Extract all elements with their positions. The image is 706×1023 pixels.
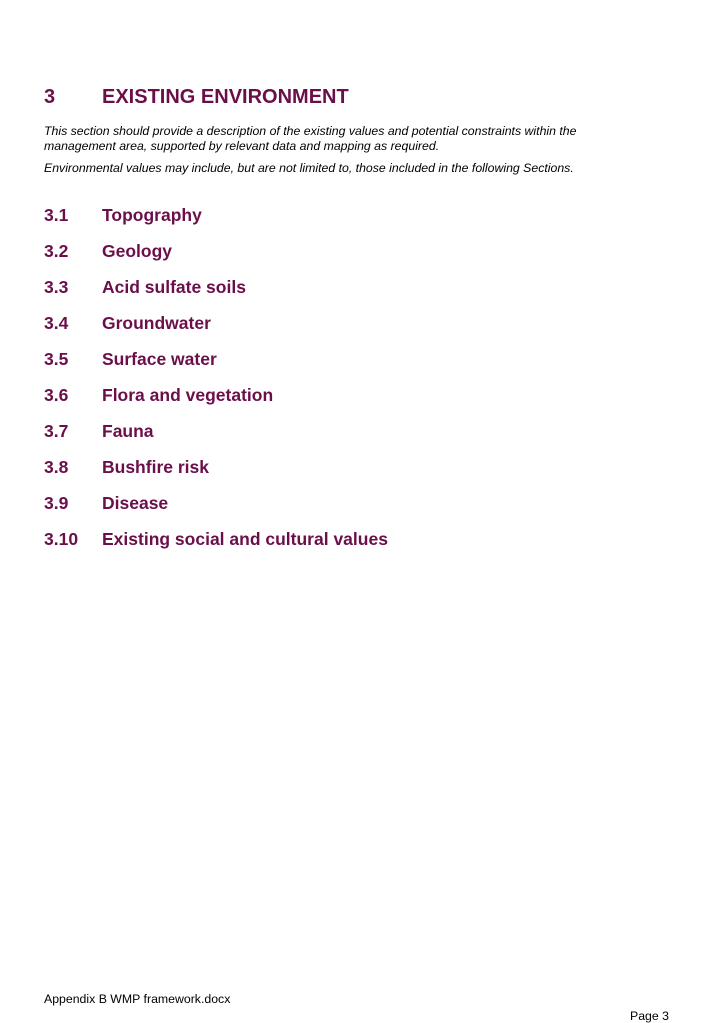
subsection-number: 3.5 — [44, 349, 69, 369]
subsection-heading — [44, 529, 388, 565]
subsection-title: Bushfire risk — [102, 457, 209, 477]
subsection-number: 3.6 — [44, 385, 69, 405]
subsection-heading — [44, 241, 388, 277]
subsection-number: 3.9 — [44, 493, 69, 513]
footer-page-number: Page 3 — [630, 1009, 669, 1023]
subsection-title: Existing social and cultural values — [102, 529, 388, 549]
subsection-number: 3.1 — [44, 205, 69, 225]
subsection-title: Surface water — [102, 349, 217, 369]
intro-paragraph-2: Environmental values may include, but are not limited to, those included in the following Sections. — [44, 161, 574, 175]
subsection-list — [44, 205, 388, 565]
subsection-title: Flora and vegetation — [102, 385, 274, 405]
subsection-title: Geology — [102, 241, 173, 261]
subsection-number: 3.2 — [44, 241, 69, 261]
section-heading-title: EXISTING ENVIRONMENT — [102, 86, 349, 108]
intro-paragraph-1: This section should provide a description of the existing values and potential constraints within the management area, supported by relevant data and mapping as required. — [44, 124, 577, 153]
subsection-heading — [44, 205, 388, 241]
footer-document-name: Appendix B WMP framework.docx — [44, 992, 231, 1006]
subsection-title: Topography — [102, 205, 202, 225]
subsection-heading — [44, 349, 388, 385]
subsection-title: Groundwater — [102, 313, 211, 333]
subsection-heading — [44, 457, 388, 493]
subsection-heading — [44, 385, 388, 421]
subsection-title: Acid sulfate soils — [102, 277, 246, 297]
section-heading — [44, 86, 349, 109]
subsection-number: 3.4 — [44, 313, 69, 333]
subsection-heading — [44, 493, 388, 529]
subsection-number: 3.3 — [44, 277, 69, 297]
subsection-heading — [44, 313, 388, 349]
subsection-number: 3.7 — [44, 421, 69, 441]
subsection-number: 3.8 — [44, 457, 69, 477]
subsection-number: 3.10 — [44, 529, 79, 549]
subsection-heading — [44, 277, 388, 313]
subsection-heading — [44, 421, 388, 457]
subsection-title: Fauna — [102, 421, 154, 441]
section-heading-number: 3 — [44, 86, 56, 108]
subsection-title: Disease — [102, 493, 169, 513]
